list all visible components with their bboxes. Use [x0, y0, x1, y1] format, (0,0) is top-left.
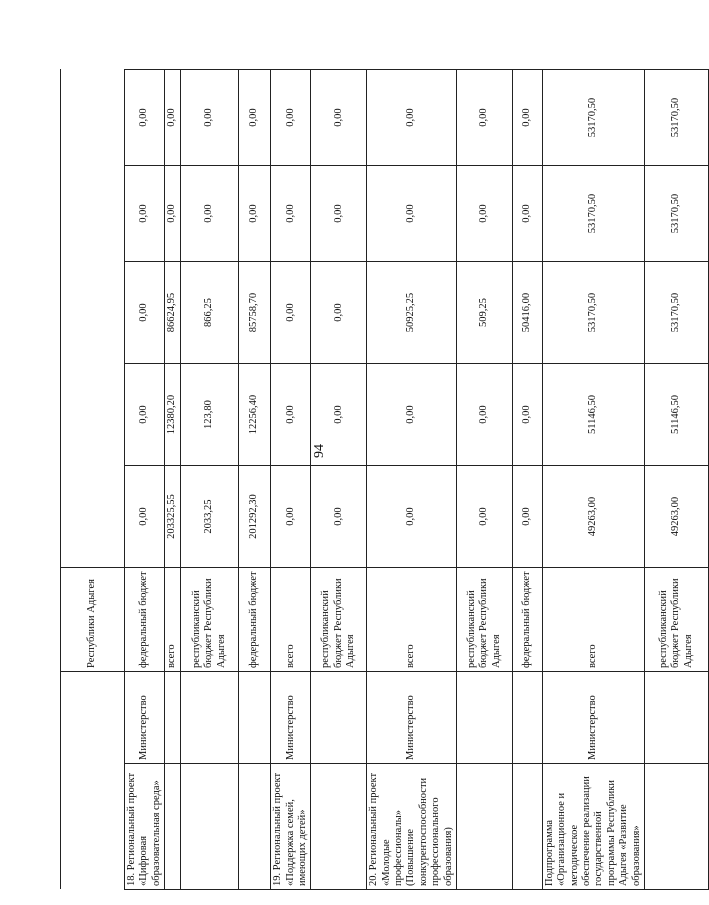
- executor-cell: [239, 672, 271, 764]
- value-cell: 53170,50: [542, 262, 644, 364]
- program-cell: 19. Региональный проект «Поддержка семей, имеющих детей»: [271, 764, 311, 890]
- value-cell: 0,00: [311, 466, 367, 568]
- value-cell: 0,00: [165, 70, 181, 166]
- executor-cell: Министерство: [542, 672, 644, 764]
- value-cell: [61, 364, 125, 466]
- value-cell: 51146,50: [542, 364, 644, 466]
- value-cell: 53170,50: [644, 70, 708, 166]
- executor-cell: Министерство: [367, 672, 457, 764]
- executor-cell: [644, 672, 708, 764]
- program-cell: [512, 764, 542, 890]
- value-cell: [61, 262, 125, 364]
- source-cell: всего: [271, 568, 311, 672]
- value-cell: [61, 166, 125, 262]
- program-cell: [644, 764, 708, 890]
- executor-cell: Министерство: [125, 672, 165, 764]
- value-cell: 0,00: [456, 364, 512, 466]
- value-cell: 0,00: [311, 364, 367, 466]
- table-row: [271, 70, 311, 890]
- value-cell: 53170,50: [542, 70, 644, 166]
- value-cell: 51146,50: [644, 364, 708, 466]
- value-cell: 0,00: [367, 364, 457, 466]
- source-cell: республиканский бюджет Республики Адыгея: [456, 568, 512, 672]
- value-cell: 203325,55: [165, 466, 181, 568]
- value-cell: 53170,50: [644, 262, 708, 364]
- source-cell: федеральный бюджет: [512, 568, 542, 672]
- program-cell: [61, 764, 125, 890]
- budget-table: [60, 69, 709, 890]
- value-cell: 0,00: [125, 70, 165, 166]
- value-cell: 0,00: [181, 70, 239, 166]
- executor-cell: [512, 672, 542, 764]
- rotated-table-container: [60, 70, 694, 890]
- value-cell: 0,00: [125, 262, 165, 364]
- value-cell: 201292,30: [239, 466, 271, 568]
- value-cell: 49263,00: [644, 466, 708, 568]
- value-cell: 2033,25: [181, 466, 239, 568]
- value-cell: 0,00: [271, 166, 311, 262]
- value-cell: 123,80: [181, 364, 239, 466]
- value-cell: 50925,25: [367, 262, 457, 364]
- source-cell: всего: [542, 568, 644, 672]
- source-cell: республиканский бюджет Республики Адыгея: [644, 568, 708, 672]
- program-cell: [239, 764, 271, 890]
- source-cell: Республики Адыгея: [61, 568, 125, 672]
- value-cell: 0,00: [512, 70, 542, 166]
- source-cell: республиканский бюджет Республики Адыгея: [181, 568, 239, 672]
- value-cell: 0,00: [367, 70, 457, 166]
- table-row: [165, 70, 181, 890]
- value-cell: 12380,20: [165, 364, 181, 466]
- executor-cell: [456, 672, 512, 764]
- table-row: [61, 70, 125, 890]
- table-row: [644, 70, 708, 890]
- value-cell: 85758,70: [239, 262, 271, 364]
- value-cell: 866,25: [181, 262, 239, 364]
- value-cell: 0,00: [271, 70, 311, 166]
- executor-cell: [61, 672, 125, 764]
- executor-cell: [165, 672, 181, 764]
- source-cell: федеральный бюджет: [239, 568, 271, 672]
- source-cell: федеральный бюджет: [125, 568, 165, 672]
- value-cell: 0,00: [456, 70, 512, 166]
- value-cell: 12256,40: [239, 364, 271, 466]
- value-cell: 0,00: [125, 166, 165, 262]
- table-row: [239, 70, 271, 890]
- value-cell: 509,25: [456, 262, 512, 364]
- value-cell: 0,00: [125, 466, 165, 568]
- value-cell: 50416,00: [512, 262, 542, 364]
- value-cell: [61, 70, 125, 166]
- source-cell: всего: [165, 568, 181, 672]
- value-cell: 0,00: [512, 166, 542, 262]
- page-number: 94: [312, 444, 327, 458]
- table-row: [512, 70, 542, 890]
- value-cell: 0,00: [271, 262, 311, 364]
- value-cell: 0,00: [271, 466, 311, 568]
- executor-cell: [181, 672, 239, 764]
- table-row: [542, 70, 644, 890]
- value-cell: [61, 466, 125, 568]
- table-row: [456, 70, 512, 890]
- program-cell: 18. Региональный проект «Цифровая образовательная среда»: [125, 764, 165, 890]
- program-cell: [165, 764, 181, 890]
- program-cell: [181, 764, 239, 890]
- value-cell: 0,00: [311, 262, 367, 364]
- value-cell: 0,00: [311, 166, 367, 262]
- value-cell: 0,00: [512, 466, 542, 568]
- value-cell: 0,00: [512, 364, 542, 466]
- program-cell: 20. Региональный проект «Молодые профессионалы» (Повышение конкурентоспособности профессионального образования): [367, 764, 457, 890]
- table-row: [311, 70, 367, 890]
- value-cell: 0,00: [311, 70, 367, 166]
- value-cell: 0,00: [456, 466, 512, 568]
- source-cell: республиканский бюджет Республики Адыгея: [311, 568, 367, 672]
- value-cell: 86624,95: [165, 262, 181, 364]
- table-row: [367, 70, 457, 890]
- executor-cell: [311, 672, 367, 764]
- value-cell: 49263,00: [542, 466, 644, 568]
- value-cell: 53170,50: [542, 166, 644, 262]
- program-cell: [311, 764, 367, 890]
- executor-cell: Министерство: [271, 672, 311, 764]
- program-cell: [456, 764, 512, 890]
- value-cell: 0,00: [271, 364, 311, 466]
- value-cell: 0,00: [367, 166, 457, 262]
- value-cell: 0,00: [239, 166, 271, 262]
- value-cell: 0,00: [125, 364, 165, 466]
- table-row: [125, 70, 165, 890]
- source-cell: всего: [367, 568, 457, 672]
- value-cell: 0,00: [456, 166, 512, 262]
- value-cell: 0,00: [367, 466, 457, 568]
- value-cell: 53170,50: [644, 166, 708, 262]
- value-cell: 0,00: [239, 70, 271, 166]
- table-row: [181, 70, 239, 890]
- value-cell: 0,00: [165, 166, 181, 262]
- program-cell: Подпрограмма «Организационное и методическое обеспечение реализации государственной программы Республики Адыгея «Развитие образования»: [542, 764, 644, 890]
- value-cell: 0,00: [181, 166, 239, 262]
